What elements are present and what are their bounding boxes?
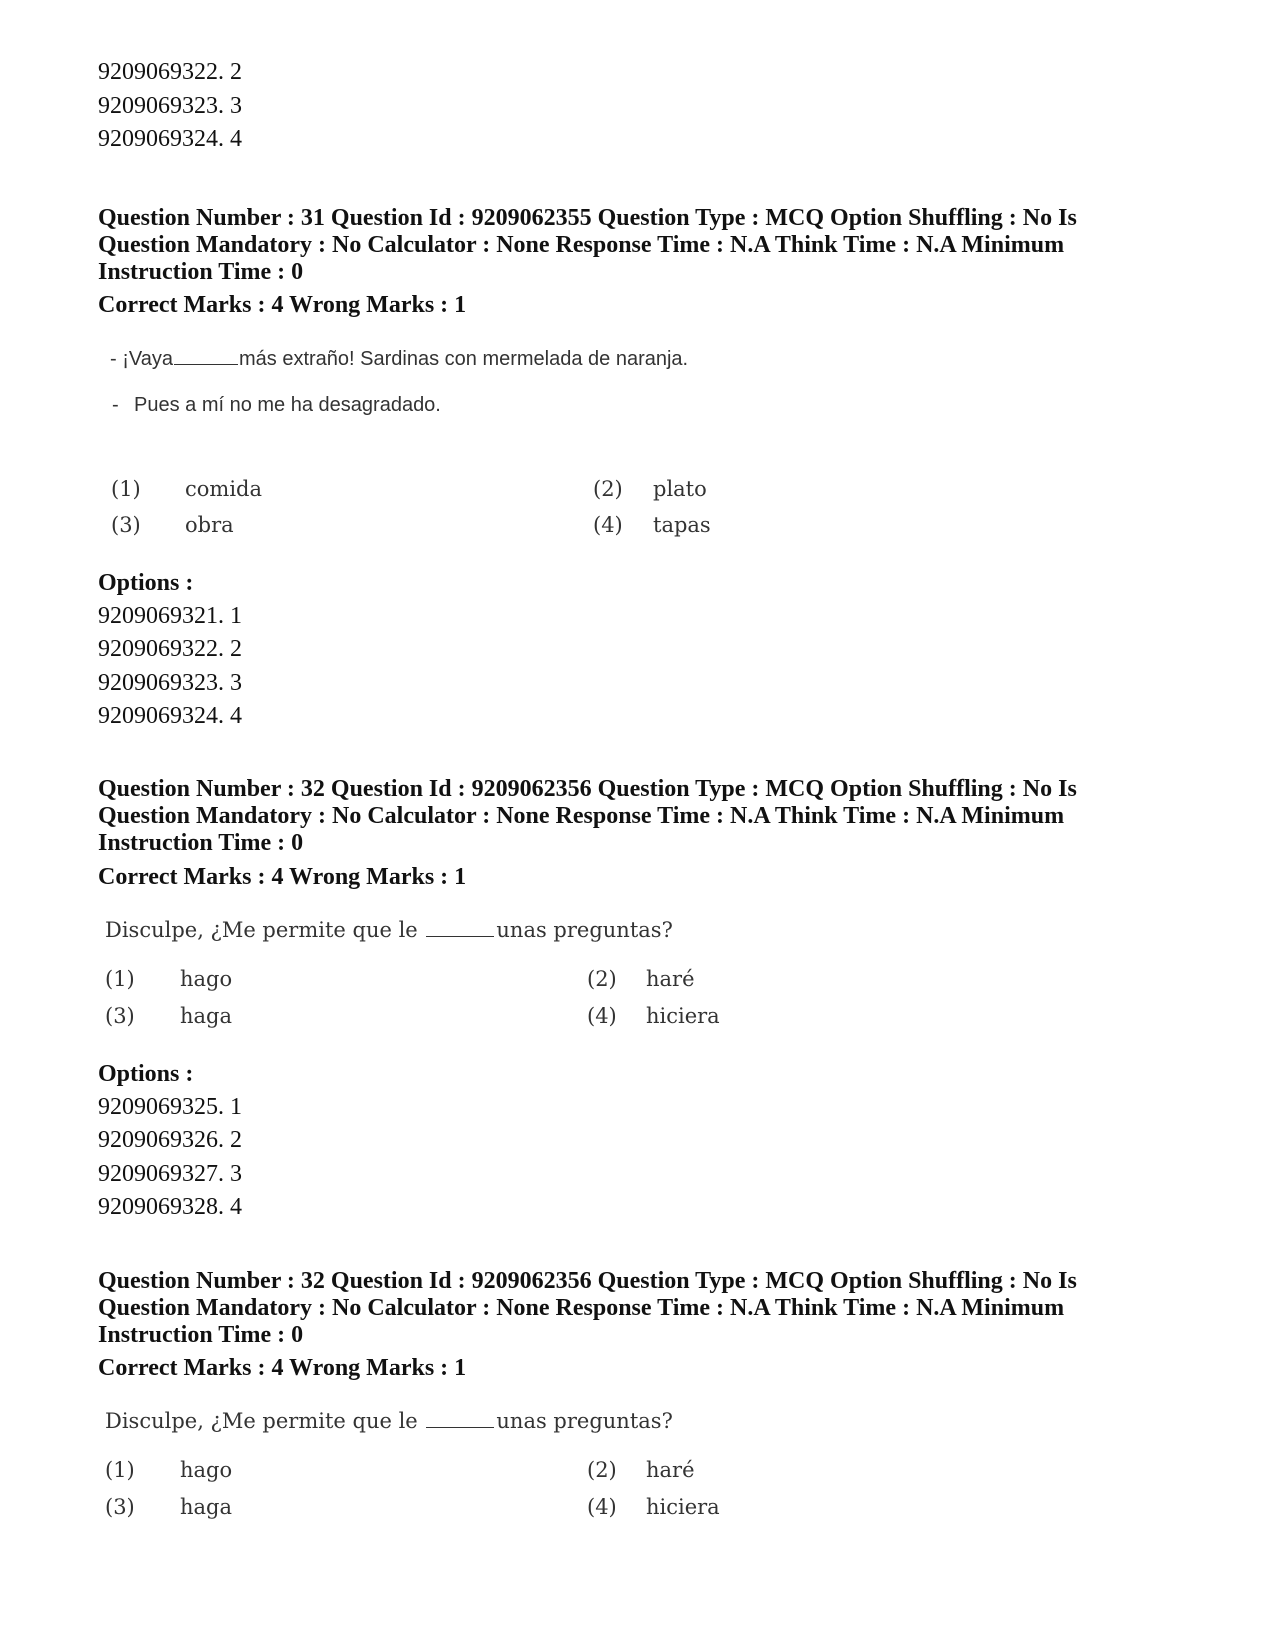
- stem-suffix: unas preguntas?: [496, 918, 673, 942]
- choice-number: (4): [587, 1495, 617, 1519]
- stem-suffix: unas preguntas?: [496, 1409, 673, 1433]
- question-header: Question Mandatory : No Calculator : None Response Time : N.A Think Time : N.A Minimum: [98, 1295, 1065, 1321]
- question-header: Question Number : 32 Question Id : 9209062356 Question Type : MCQ Option Shuffling : No Is: [98, 776, 1077, 802]
- answer-blank: [426, 1409, 494, 1428]
- marks-line: Correct Marks : 4 Wrong Marks : 1: [98, 1355, 467, 1381]
- marks-line: Correct Marks : 4 Wrong Marks : 1: [98, 864, 467, 890]
- question-stem: [105, 917, 673, 943]
- question-header: Question Mandatory : No Calculator : None Response Time : N.A Think Time : N.A Minimum: [98, 803, 1065, 829]
- stem-prefix: Disculpe, ¿Me permite que le: [105, 1409, 418, 1433]
- choice-number: (1): [105, 967, 135, 991]
- question-header: Question Mandatory : No Calculator : None Response Time : N.A Think Time : N.A Minimum: [98, 232, 1065, 258]
- dialog-prefix: - ¡Vaya: [110, 348, 173, 370]
- question-header: Question Number : 31 Question Id : 9209062355 Question Type : MCQ Option Shuffling : No Is: [98, 205, 1077, 231]
- choice-text: comida: [185, 477, 262, 501]
- question-dialog-line: Pues a mí no me ha desagradado.: [134, 394, 441, 416]
- choice-text: haga: [180, 1495, 233, 1519]
- question-header: Instruction Time : 0: [98, 1322, 304, 1348]
- marks-line: Correct Marks : 4 Wrong Marks : 1: [98, 292, 467, 318]
- choice-number: (2): [587, 1458, 617, 1482]
- choice-text: hiciera: [646, 1495, 720, 1519]
- choice-number: (1): [111, 477, 141, 501]
- option-line: 9209069323. 3: [98, 93, 242, 119]
- answer-blank: [426, 918, 494, 937]
- options-label: Options :: [98, 1061, 194, 1087]
- option-line: 9209069323. 3: [98, 670, 242, 696]
- choice-text: haré: [646, 967, 695, 991]
- option-line: 9209069321. 1: [98, 603, 242, 629]
- dialog-suffix: más extraño! Sardinas con mermelada de naranja.: [238, 348, 689, 370]
- option-line: 9209069327. 3: [98, 1161, 242, 1187]
- choice-number: (3): [105, 1004, 135, 1028]
- stem-prefix: Disculpe, ¿Me permite que le: [105, 918, 418, 942]
- choice-text: haré: [646, 1458, 695, 1482]
- choice-number: (1): [105, 1458, 135, 1482]
- option-line: 9209069324. 4: [98, 703, 242, 729]
- option-line: 9209069322. 2: [98, 636, 242, 662]
- choice-text: obra: [185, 513, 234, 537]
- choice-number: (4): [593, 513, 623, 537]
- choice-number: (3): [111, 513, 141, 537]
- choice-text: hiciera: [646, 1004, 720, 1028]
- option-line: 9209069322. 2: [98, 59, 242, 85]
- question-dialog-line: [110, 346, 688, 371]
- choice-text: tapas: [653, 513, 711, 537]
- choice-text: haga: [180, 1004, 233, 1028]
- options-label: Options :: [98, 570, 194, 596]
- question-stem: [105, 1408, 673, 1434]
- answer-blank: [174, 346, 238, 365]
- choice-number: (3): [105, 1495, 135, 1519]
- option-line: 9209069324. 4: [98, 126, 242, 152]
- choice-number: (2): [593, 477, 623, 501]
- choice-text: plato: [653, 477, 707, 501]
- choice-text: hago: [180, 1458, 233, 1482]
- option-line: 9209069328. 4: [98, 1194, 242, 1220]
- choice-number: (2): [587, 967, 617, 991]
- question-dialog-dash: -: [112, 394, 119, 416]
- question-header: Question Number : 32 Question Id : 9209062356 Question Type : MCQ Option Shuffling : No Is: [98, 1268, 1077, 1294]
- choice-text: hago: [180, 967, 233, 991]
- question-header: Instruction Time : 0: [98, 830, 304, 856]
- choice-number: (4): [587, 1004, 617, 1028]
- option-line: 9209069326. 2: [98, 1127, 242, 1153]
- option-line: 9209069325. 1: [98, 1094, 242, 1120]
- question-header: Instruction Time : 0: [98, 259, 304, 285]
